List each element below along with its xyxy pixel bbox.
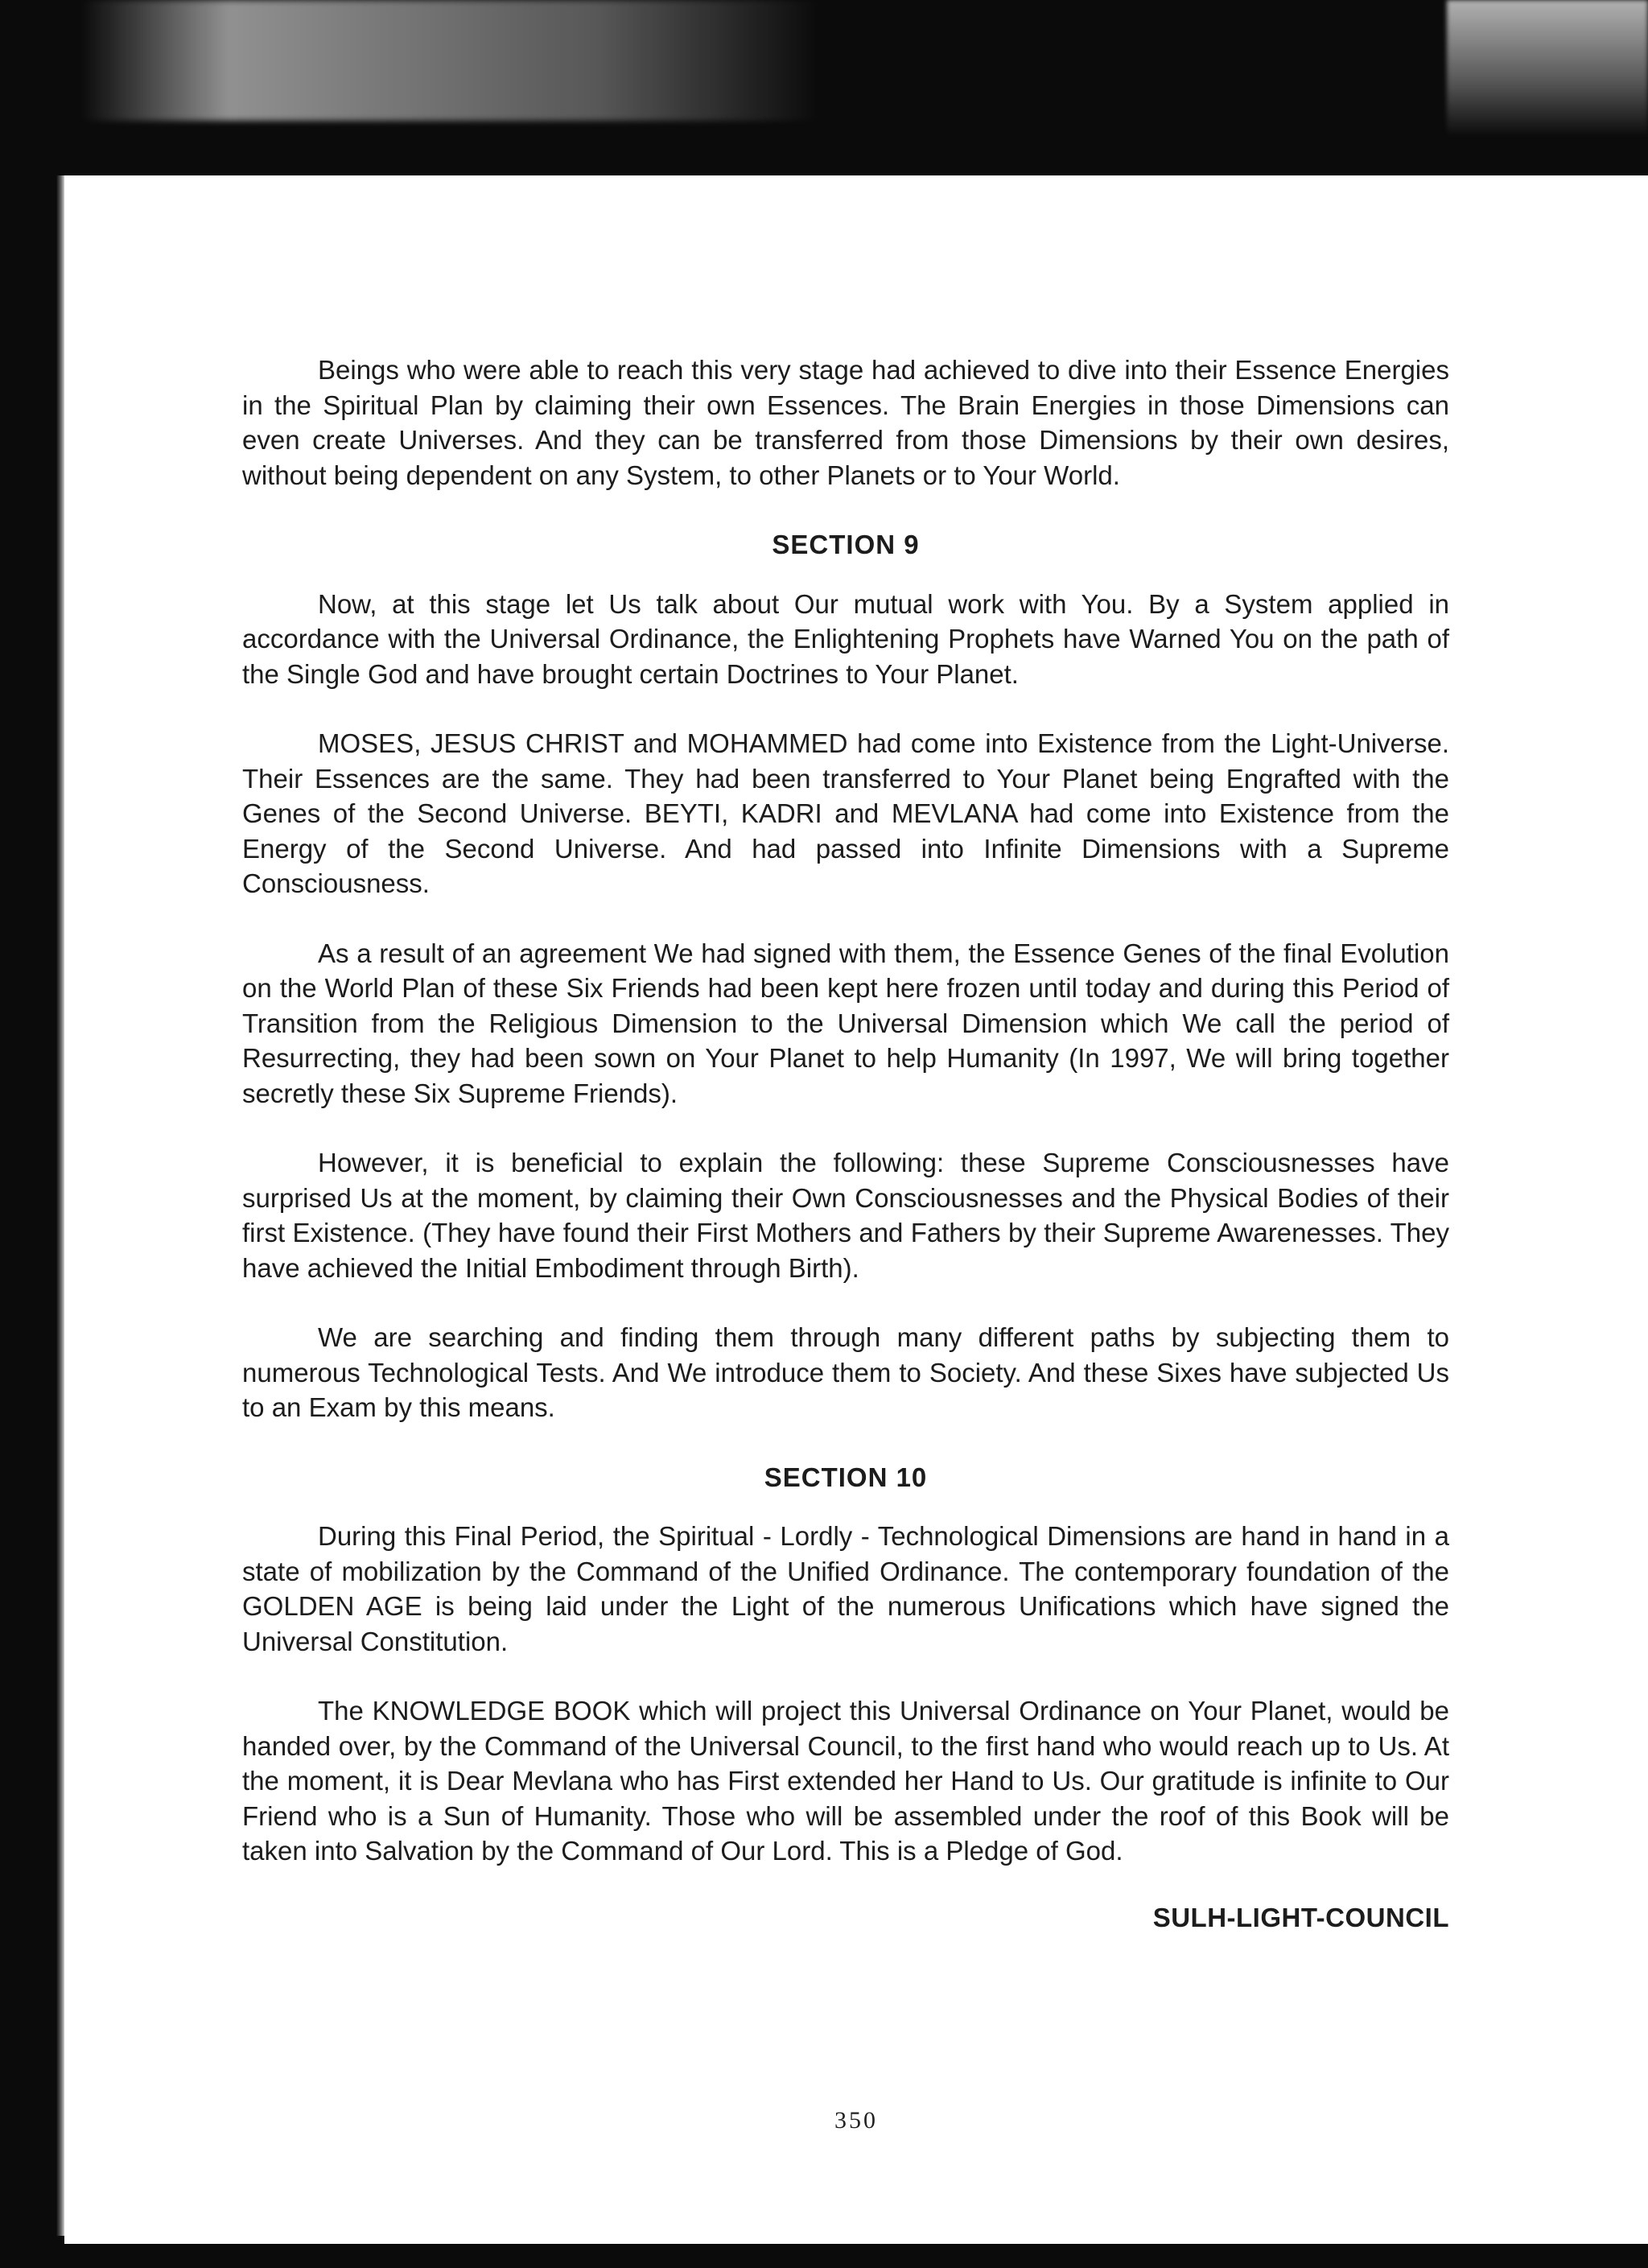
- page-number: 350: [834, 2107, 878, 2134]
- scan-glare: [80, 0, 821, 121]
- scan-top-border: [0, 0, 1648, 175]
- body-paragraph: During this Final Period, the Spiritual - Lordly - Technological Dimensions are hand in hand in a state of mobilization by the Command of the Unified Ordinance. The contemporary foundation of the GOLDEN AGE is being laid under the Light of the numerous Unifications which have signed the Universal Constitution.: [242, 1521, 1449, 1656]
- signature: SULH-LIGHT-COUNCIL: [1152, 1902, 1449, 1932]
- section-heading: SECTION 10: [764, 1462, 928, 1492]
- body-paragraph: Beings who were able to reach this very stage had achieved to dive into their Essence Energies in the Spiritual Plan by claiming their own Essences. The Brain Energies in those Dimensions can even create Universes. And they can be transferred from those Dimensions by their own desires, without being dependent on any System, to other Planets or to Your World.: [242, 355, 1449, 490]
- section-heading: SECTION 9: [772, 530, 920, 559]
- scan-bottom-border: [0, 2244, 1648, 2268]
- page-edge-shadow: [56, 175, 64, 2236]
- body-paragraph: As a result of an agreement We had signed with them, the Essence Genes of the final Evolution on the World Plan of these Six Friends had been kept here frozen until today and during this Period of Transition from the Religious Dimension to the Universal Dimension which We call the period of Resurrecting, they had been sown on Your Planet to help Humanity (In 1997, We will bring together secretly these Six Supreme Friends).: [242, 938, 1449, 1108]
- book-page: [64, 175, 1648, 2244]
- body-paragraph: We are searching and finding them through many different paths by subjecting them to numerous Technological Tests. And We introduce them to Society. And these Sixes have subjected Us to an Exam by this means.: [242, 1322, 1449, 1422]
- body-paragraph: MOSES, JESUS CHRIST and MOHAMMED had come into Existence from the Light-Universe. Their Essences are the same. They had been transferred to Your Planet being Engrafted with the Genes of the Second Universe. BEYTI, KADRI and MEVLANA had come into Existence from the Energy of the Second Universe. And had passed into Infinite Dimensions with a Supreme Consciousness.: [242, 728, 1449, 898]
- scan-left-border: [0, 0, 64, 2268]
- body-paragraph: The KNOWLEDGE BOOK which will project this Universal Ordinance on Your Planet, would be handed over, by the Command of the Universal Council, to the first hand who would reach up to Us. At the moment, it is Dear Mevlana who has First extended her Hand to Us. Our gratitude is infinite to Our Friend who is a Sun of Humanity. Those who will be assembled under the roof of this Book will be taken into Salvation by the Command of Our Lord. This is a Pledge of God.: [242, 1696, 1449, 1866]
- body-paragraph: However, it is beneficial to explain the following: these Supreme Consciousnesses have surprised Us at the moment, by claiming their Own Consciousnesses and the Physical Bodies of their first Existence. (They have found their First Mothers and Fathers by their Supreme Awarenesses. They have achieved the Initial Embodiment through Birth).: [242, 1148, 1449, 1283]
- scan-glare-right: [1447, 0, 1648, 137]
- page-body: [242, 353, 1449, 1935]
- body-paragraph: Now, at this stage let Us talk about Our mutual work with You. By a System applied in accordance with the Universal Ordinance, the Enlightening Prophets have Warned You on the path of the Single God and have brought certain Doctrines to Your Planet.: [242, 588, 1449, 689]
